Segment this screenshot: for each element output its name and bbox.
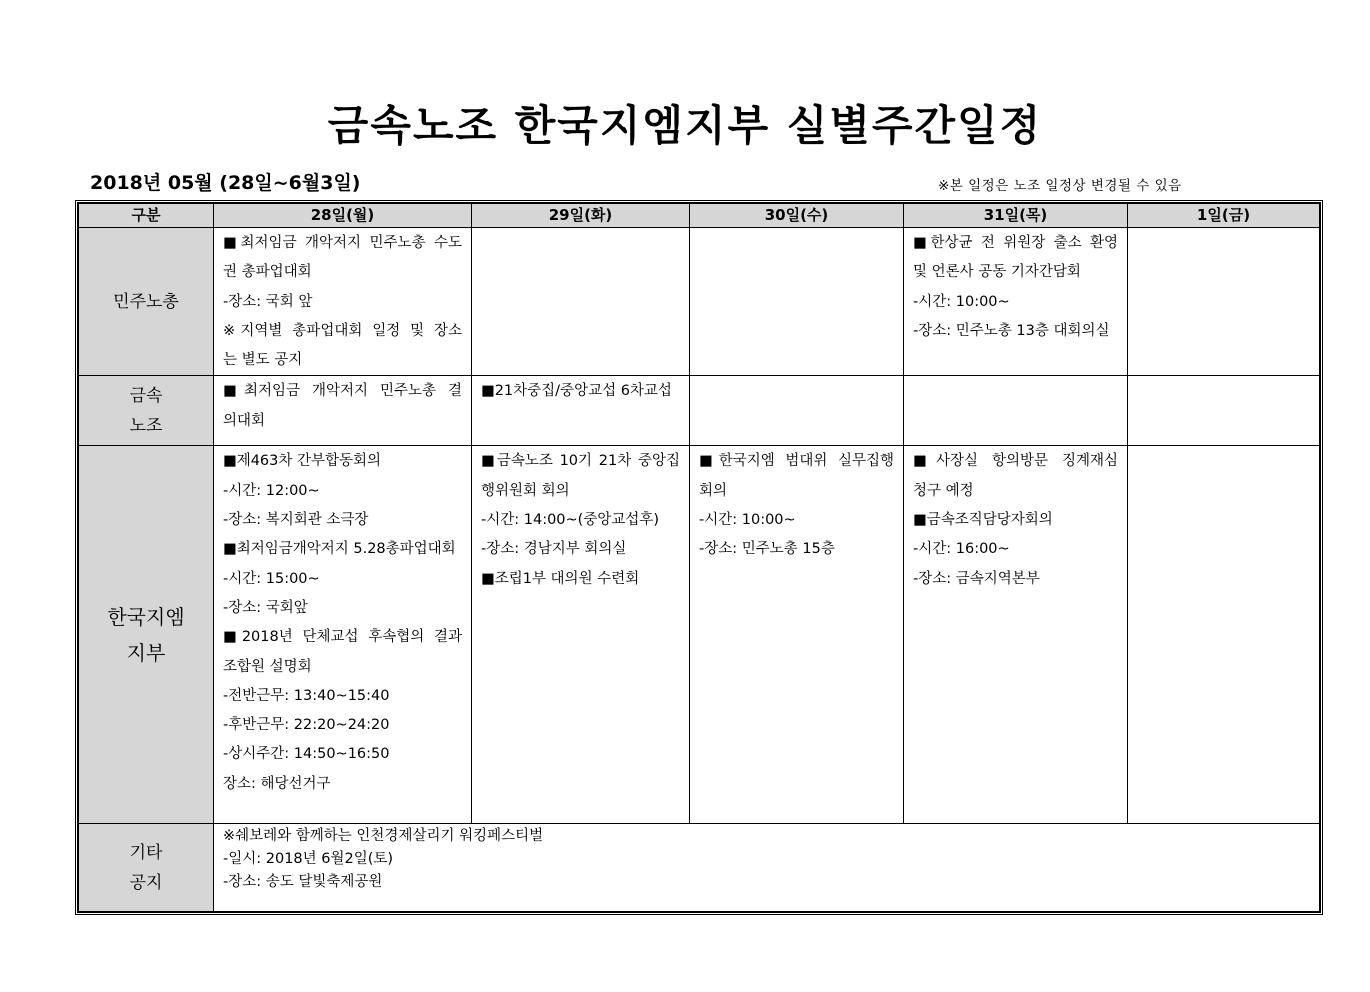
schedule-line: ■21차중집/중앙교섭 6차교섭 [481,383,672,400]
cell-kmwu-tue [472,376,690,446]
category-gm-korea [79,446,214,824]
cell-kmwu-fri [1128,376,1320,446]
schedule-line: ■최저임금개악저지 5.28총파업대회 [223,541,456,558]
category-label: 기타 [129,842,163,863]
schedule-line: -시간: 15:00~ [223,570,320,587]
schedule-line: -전반근무: 13:40~15:40 [223,687,390,704]
schedule-line: ※지역별 총파업대회 일정 및 장소 [223,322,462,339]
schedule-line: -시간: 14:00~(중앙교섭후) [481,512,660,529]
header-day-fri: 1일(금) [1128,204,1320,228]
schedule-line: -시간: 16:00~ [913,541,1010,558]
header-day-thu: 31일(목) [904,204,1128,228]
schedule-line: 의대회 [223,412,266,429]
schedule-line: ■2018년 단체교섭 후속협의 결과 [223,629,462,646]
notice-line: ※쉐보레와 함께하는 인천경제살리기 워킹페스티벌 [223,828,544,845]
header-day-wed: 30일(수) [690,204,904,228]
category-kctu [79,228,214,376]
schedule-table-frame [75,200,1323,915]
cell-gm-wed [690,446,904,824]
cell-kmwu-wed [690,376,904,446]
row-etc [79,824,1320,912]
schedule-line: 장소: 해당선거구 [223,775,331,792]
schedule-line: 행위원회 회의 [481,482,570,499]
schedule-line: 청구 예정 [913,482,974,499]
schedule-line: -시간: 10:00~ [699,512,796,529]
schedule-line: ■최저임금 개악저지 민주노총 결 [223,383,462,400]
schedule-line: -시간: 10:00~ [913,293,1010,310]
schedule-line: -장소: 경남지부 회의실 [481,541,627,558]
cell-gm-thu [904,446,1128,824]
schedule-line: ■최저임금 개악저지 민주노총 수도 [223,235,462,251]
category-label: 금속 [129,385,163,406]
category-etc [79,824,214,912]
header-day-mon: 28일(월) [214,204,472,228]
schedule-line: 및 언론사 공동 기자간담회 [913,264,1081,281]
header-row [79,204,1320,228]
notice-line: -장소: 송도 달빛축제공원 [223,874,383,891]
schedule-line: ■한국지엠 범대위 실무집행 [699,453,894,470]
schedule-line: 는 별도 공지 [223,352,303,369]
cell-kctu-mon [214,228,472,376]
schedule-line: -장소: 민주노총 15층 [699,541,835,558]
schedule-line: ■한상균 전 위원장 출소 환영 [913,235,1118,251]
schedule-notice: ※본 일정은 노조 일정상 변경될 수 있음 [938,178,1182,194]
category-label: 지부 [126,640,166,665]
schedule-line: ■조립1부 대의원 수련회 [481,570,640,587]
category-label: 노조 [129,415,163,436]
schedule-table [78,203,1320,912]
cell-kmwu-mon [214,376,472,446]
schedule-line: -시간: 12:00~ [223,482,320,499]
cell-kctu-thu [904,228,1128,376]
header-category: 구분 [79,204,214,228]
schedule-line: -장소: 금속지역본부 [913,570,1040,587]
category-label: 한국지엠 [107,604,185,629]
cell-kctu-wed [690,228,904,376]
schedule-line: ■금속노조 10기 21차 중앙집 [481,453,680,470]
schedule-line: ■제463차 간부합동회의 [223,453,382,470]
schedule-line: ■금속조직담당자회의 [913,512,1053,529]
schedule-line: -장소: 국회 앞 [223,293,313,310]
cell-etc-notice [214,824,1320,912]
cell-kmwu-thu [904,376,1128,446]
notice-line: -일시: 2018년 6월2일(토) [223,851,394,868]
category-label: 공지 [129,872,163,893]
row-gm-korea [79,446,1320,824]
header-day-tue: 29일(화) [472,204,690,228]
row-kctu [79,228,1320,376]
schedule-line: -상시주간: 14:50~16:50 [223,746,390,763]
schedule-line: -장소: 복지회관 소극장 [223,512,369,529]
category-label: 민주노총 [113,291,179,312]
page-title: 금속노조 한국지엠지부 실별주간일정 [327,101,1043,150]
schedule-line: -후반근무: 22:20~24:20 [223,717,390,734]
schedule-line: 회의 [699,482,728,499]
schedule-line: -장소: 민주노총 13층 대회의실 [913,322,1110,339]
cell-gm-mon [214,446,472,824]
cell-gm-fri [1128,446,1320,824]
schedule-line: ■사장실 항의방문 징계재심 [913,453,1118,470]
schedule-line: 권 총파업대회 [223,264,312,281]
schedule-line: -장소: 국회앞 [223,599,308,616]
row-kmwu [79,376,1320,446]
cell-kctu-fri [1128,228,1320,376]
category-kmwu [79,376,214,446]
cell-kctu-tue [472,228,690,376]
date-range: 2018년 05월 (28일~6월3일) [90,172,361,194]
schedule-line: 조합원 설명회 [223,658,312,675]
cell-gm-tue [472,446,690,824]
